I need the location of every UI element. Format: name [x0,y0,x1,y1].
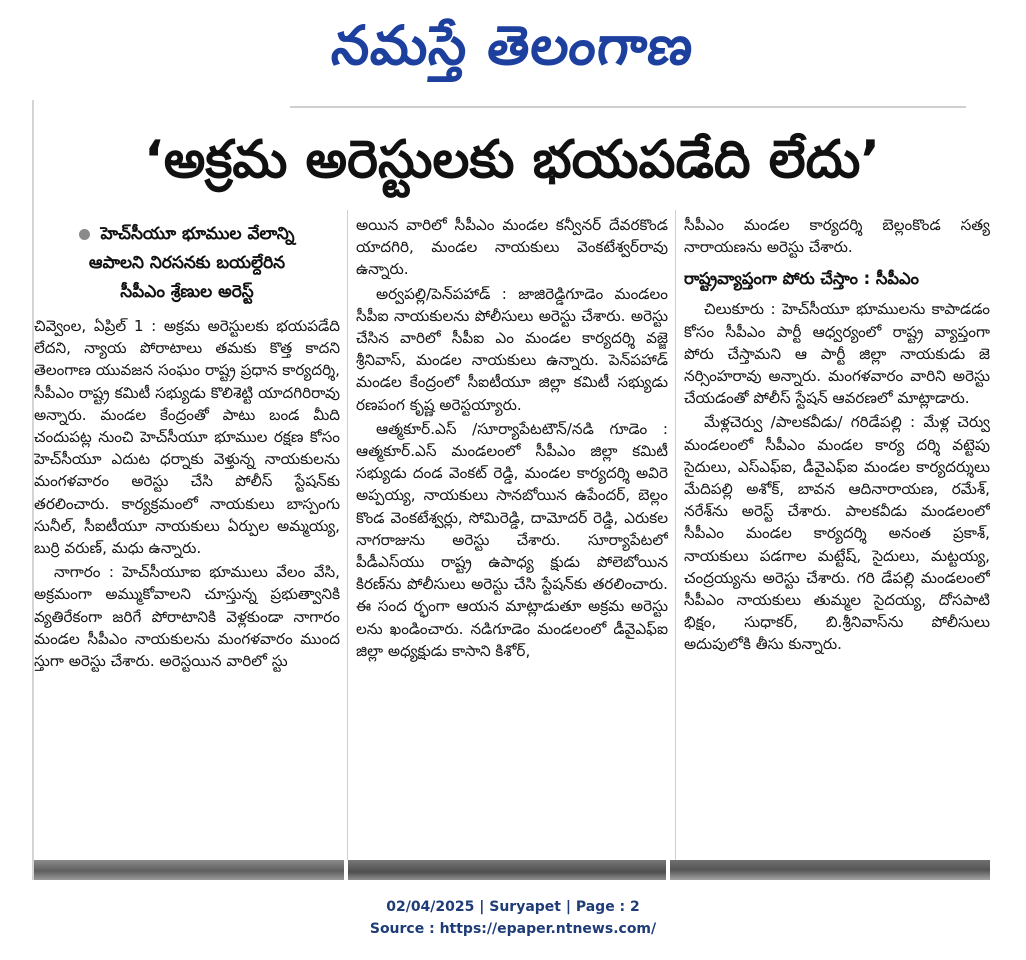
article-subheading: రాష్ట్రవ్యాప్తంగా పోరు చేస్తాం : సీపీఎం [684,269,919,289]
article-column-2 [356,214,668,862]
article-paragraph: మేళ్లచెర్వు /పాలకవీడు/ గరిడేపల్లి : మేళ్ల చెర్వు మండలంలో సీపీఎం మండల కార్య దర్శి వట్టెపు సైదులు, ఎస్‌ఎఫ్‌ఐ, డీవైఎఫ్‌ఐ మండల కార్యదర్శులు మేదిపల్లి అశోక్‌, బావన ఆదినారాయణ, రమేశ్‌, నరేశ్‌ను అరెస్ట్‌ చేశారు. పాలకవీడు మండలంలో సీపీఎం మండల కార్యదర్శి అనంత ప్రకాశ్‌, నాయకులు పడగాల మట్టేష్‌, సైదులు, మట్టయ్య, చంద్రయ్యను అరెస్టు చేశారు. గరి డేపల్లి మండలంలో సీపీఎం నాయకులు తుమ్మల సైదయ్య, దోసపాటి భిక్షం, సుధాకర్‌, బి.శ్రీనివాస్‌ను పోలీసులు అదుపులోకి తీసు కున్నారు. [684,413,990,654]
bullet-icon [79,229,90,240]
news-photo [670,860,990,880]
kicker-line: సీపీఎం శ్రేణుల అరెస్ట్ [120,282,254,302]
article-paragraph: అర్వపల్లి/పెన్‌పహాడ్‌ : జాజిరెడ్డిగూడెం మండలం సీపీఐ నాయకులను పోలీసులు అరెస్టు చేశారు. అరెస్టు చేసిన వారిలో సీపీఐ ఎం మండల కార్యదర్శి వజ్జె శ్రీనివాస్‌, మండల నాయకులు ఉన్నారు. పెన్‌పహాడ్‌ మండల కేంద్రంలో సీఐటీయూ జిల్లా కమిటీ సభ్యుడు రణపంగ కృష్ణ అరెస్టయ్యారు. [356,284,668,414]
kicker-line: ఆపాలని నిరసనకు బయల్దేరిన [88,253,286,273]
article-paragraph: అయిన వారిలో సీపీఎం మండల కన్వీనర్‌ దేవరకొండ యాదగిరి, మండల నాయకులు వెంకటేశ్వర్‌రావు ఉన్నారు. [356,216,668,279]
article-column-1 [34,214,340,862]
column-divider [675,210,676,860]
photo-strip [34,860,990,880]
article-paragraph: చివ్వెంల, ఏప్రిల్‌ 1 : అక్రమ అరెస్టులకు భయపడేది లేదని, న్యాయ పోరాటాలు తమకు కొత్త కాదని తెలంగాణ యువజన సంఘం రాష్ట్ర ప్రధాన కార్యదర్శి, సీపీఎం రాష్ట్ర కమిటీ సభ్యుడు కొలిశెట్టి యాదగిరిరావు అన్నారు. మండల కేంద్రంతో పాటు బండ మీది చందుపట్ల నుంచి హెచ్‌సీయూ భూముల రక్షణ కోసం హెచ్‌సీయూ ఎదుట ధర్నాకు వెళ్తున్న నాయకులను మంగళవారం అరెస్టు చేసి పోలీస్‌ స్టేషన్‌కు తరలించారు. కార్యక్రమంలో నాయకులు బాస్పంగు సునీల్‌, సీఐటీయూ నాయకులు ఏర్పుల అమ్మయ్య, బుర్రి వరుణ్‌, మధు ఉన్నారు. [34,317,340,558]
article-column-3 [684,214,990,862]
article-paragraph: నాగారం : హెచ్‌సీయూఐ భూములు వేలం వేసి, అక్రమంగా అమ్ముకోవాలని చూస్తున్న ప్రభుత్వానికి వ్యతిరేకంగా జరిగే పోరాటానికి వెళ్లకుండా నాగారం మండల సీపీఎం నాయకులను మంగళవారం ముంద స్తుగా అరెస్టు చేశారు. అరెస్టయిన వారిలో స్టు [34,563,340,671]
article-paragraph: సీపీఎం మండల కార్యదర్శి బెల్లంకొండ సత్య నారాయణను అరెస్టు చేశారు. [684,216,990,257]
edition-info: 02/04/2025 | Suryapet | Page : 2 [386,899,640,915]
clipping-top-rule [290,106,966,108]
newspaper-logo: నమస్తే తెలంగాణ [328,14,698,77]
news-photo [348,860,666,880]
kicker-line: హెచ్‌సీయూ భూముల వేలాన్ని [100,224,295,244]
column-divider [347,210,348,860]
masthead [0,0,1026,92]
news-photo [34,860,344,880]
article-kicker [34,220,340,307]
article-paragraph: ఆత్మకూర్‌.ఎస్‌ /సూర్యాపేటటౌన్‌/నడి గూడెం : ఆత్మకూర్‌.ఎస్‌ మండలంలో సీపీఎం జిల్లా కమిటీ సభ్యుడు దండ వెంకట్‌ రెడ్డి, మండల కార్యదర్శి అవిరె అప్పయ్య, నాయకులు సానబోయిన ఉపేందర్‌, బెల్లం కొండ వెంకటేశ్వర్లు, సోమిరెడ్డి, దామోదర్‌ రెడ్డి, ఎరుకల నాగరాజును అరెస్టు చేశారు. సూర్యాపేటలో పీడీఎస్‌యు రాష్ట్ర ఉపాధ్య క్షుడు పోలెబోయిన కిరణ్‌ను పోలీసులు అరెస్టు చేసి స్టేషన్‌కు తరలించారు. ఈ సంద ర్భంగా ఆయన మాట్లాడుతూ అక్రమ అరెస్టు లను ఖండించారు. నడిగూడెం మండలంలో డీవైఎఫ్‌ఐ జిల్లా అధ్యక్షుడు కాసాని కిశోర్‌, [356,419,668,660]
article-paragraph: చిలుకూరు : హెచ్‌సీయూ భూములను కాపాడడం కోసం సీపీఎం పార్టీ ఆధ్వర్యంలో రాష్ట్ర వ్యాప్తంగా పోరు చేస్తామని ఆ పార్టీ జిల్లా నాయకుడు జె నర్సింహరావు అన్నారు. మంగళవారం వారిని అరెస్టు చేయడంతో పోలీస్‌ స్టేషన్‌ ఆవరణలో మాట్లాడారు. [684,300,990,408]
source-link[interactable]: Source : https://epaper.ntnews.com/ [369,921,657,937]
article-headline: ‘అక్రమ అరెస్టులకు భయపడేది లేదు’ [143,130,881,190]
